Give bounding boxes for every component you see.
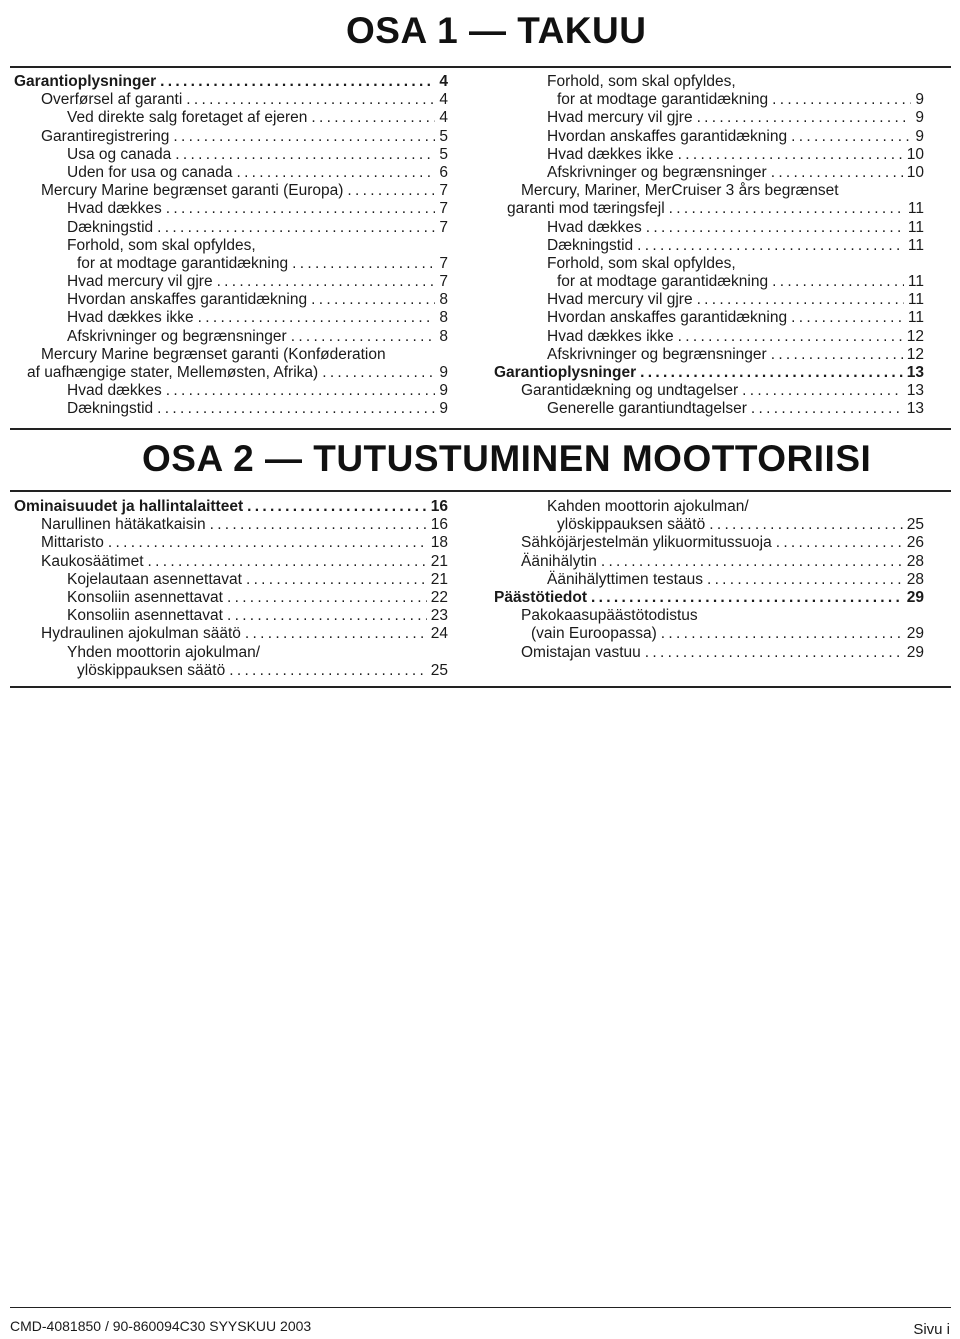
- toc-entry: [494, 237, 924, 255]
- toc-entry-page: 8: [439, 327, 448, 345]
- toc-entry-title: (vain Euroopassa): [531, 625, 657, 643]
- dot-leader: [751, 400, 903, 418]
- toc-entry: [14, 291, 448, 309]
- toc-entry-page: 9: [915, 109, 924, 127]
- toc-entry-title: for at modtage garantidækning: [557, 91, 769, 109]
- toc-entry-title: Mercury Marine begrænset garanti (Konføderation: [41, 345, 386, 363]
- toc-entry-title: Äänihälyttimen testaus: [547, 570, 703, 588]
- toc-entry: [14, 328, 448, 346]
- toc-entry: [494, 219, 924, 237]
- toc-entry-title: Kojelautaan asennettavat: [67, 570, 242, 588]
- toc-entry-title: Kahden moottorin ajokulman/: [547, 498, 749, 515]
- toc-entry-page: 4: [439, 73, 448, 90]
- toc-entry-page: 16: [430, 516, 448, 534]
- toc-entry-page: 7: [439, 273, 448, 291]
- toc-entry-page: 7: [439, 254, 448, 272]
- toc-entry-page: 28: [906, 552, 924, 570]
- toc-entry-title: garanti mod tæringsfejl: [507, 200, 665, 218]
- toc-entry-title: Uden for usa og canada: [67, 163, 233, 181]
- toc-entry: [14, 644, 448, 662]
- toc-entry-page: 29: [906, 625, 924, 643]
- toc-entry: [14, 73, 448, 91]
- toc-entry-title: Ominaisuudet ja hallintalaitteet: [14, 498, 244, 515]
- dot-leader: [637, 237, 904, 255]
- toc-entry: [494, 291, 924, 309]
- dot-leader: [311, 291, 435, 309]
- toc-entry-page: 4: [439, 109, 448, 127]
- toc-entry-page: 12: [906, 327, 924, 345]
- divider: [10, 490, 951, 492]
- toc-entry-page: 16: [430, 498, 448, 515]
- toc-entry: [14, 182, 448, 200]
- dot-leader: [217, 273, 436, 291]
- toc-column-osa1-left: [14, 73, 448, 419]
- toc-entry-page: 5: [439, 145, 448, 163]
- dot-leader: [246, 571, 427, 589]
- toc-entry-page: 10: [906, 163, 924, 181]
- toc-entry-page: 29: [906, 588, 924, 606]
- dot-leader: [247, 498, 427, 516]
- toc-entry-title: Garantiregistrering: [41, 127, 170, 145]
- dot-leader: [772, 91, 911, 109]
- toc-entry: [494, 200, 924, 218]
- toc-entry-page: 7: [439, 200, 448, 218]
- dot-leader: [771, 346, 903, 364]
- toc-entry-title: Hvad dækkes: [67, 382, 162, 400]
- toc-entry: [494, 182, 924, 200]
- toc-entry: [494, 164, 924, 182]
- toc-entry-title: Sähköjärjestelmän ylikuormitussuoja: [521, 534, 772, 552]
- dot-leader: [210, 516, 427, 534]
- toc-entry: [494, 498, 924, 516]
- dot-leader: [678, 146, 903, 164]
- dot-leader: [227, 589, 427, 607]
- toc-entry-page: 22: [430, 588, 448, 606]
- toc-entry-page: 29: [906, 643, 924, 661]
- toc-entry-page: 11: [907, 273, 924, 291]
- dot-leader: [186, 91, 435, 109]
- toc-entry-title: Hvordan anskaffes garantidækning: [547, 127, 788, 145]
- toc-entry: [494, 255, 924, 273]
- toc-entry-title: Hvad mercury vil gjre: [547, 109, 693, 127]
- dot-leader: [645, 644, 903, 662]
- dot-leader: [791, 309, 904, 327]
- toc-entry-title: Hvad dækkes ikke: [547, 145, 674, 163]
- toc-entry: [14, 164, 448, 182]
- toc-entry: [14, 607, 448, 625]
- dot-leader: [742, 382, 903, 400]
- toc-entry-page: 13: [906, 400, 924, 418]
- dot-leader: [697, 291, 904, 309]
- toc-entry: [14, 400, 448, 418]
- dot-leader: [772, 273, 904, 291]
- toc-entry-page: 8: [439, 291, 448, 309]
- toc-entry: [14, 146, 448, 164]
- dot-leader: [166, 382, 436, 400]
- toc-entry-page: 9: [439, 382, 448, 400]
- toc-entry-page: 7: [439, 218, 448, 236]
- toc-entry: [494, 109, 924, 127]
- page-number: Sivu i: [913, 1321, 950, 1338]
- toc-column-osa1-right: [494, 73, 924, 419]
- toc-entry-page: 8: [439, 309, 448, 327]
- toc-entry: [494, 400, 924, 418]
- toc-entry-title: for at modtage garantidækning: [557, 273, 769, 291]
- toc-entry-title: Afskrivninger og begrænsninger: [547, 163, 767, 181]
- toc-entry: [494, 571, 924, 589]
- dot-leader: [709, 516, 903, 534]
- toc-entry-page: 28: [906, 570, 924, 588]
- toc-entry: [494, 589, 924, 607]
- dot-leader: [322, 364, 435, 382]
- toc-entry-title: Garantioplysninger: [494, 364, 637, 381]
- toc-entry: [494, 328, 924, 346]
- dot-leader: [591, 589, 903, 607]
- dot-leader: [707, 571, 903, 589]
- toc-entry-title: for at modtage garantidækning: [77, 254, 289, 272]
- dot-leader: [661, 625, 903, 643]
- toc-entry: [494, 607, 924, 625]
- toc-entry-page: 13: [906, 364, 924, 381]
- toc-entry: [494, 91, 924, 109]
- toc-entry-title: Hvordan anskaffes garantidækning: [547, 309, 788, 327]
- toc-entry: [14, 498, 448, 516]
- dot-leader: [229, 662, 427, 680]
- toc-entry-title: Päästötiedot: [494, 588, 588, 606]
- toc-entry-title: Garantidækning og undtagelser: [521, 382, 739, 400]
- dot-leader: [157, 219, 435, 237]
- toc-entry-page: 21: [430, 552, 448, 570]
- toc-entry-title: Ved direkte salg foretaget af ejeren: [67, 109, 308, 127]
- toc-entry: [14, 571, 448, 589]
- toc-column-osa2-right: [494, 498, 924, 662]
- toc-entry-page: 25: [430, 661, 448, 679]
- toc-entry: [14, 237, 448, 255]
- toc-entry-title: Kaukosäätimet: [41, 552, 144, 570]
- dot-leader: [640, 364, 903, 382]
- toc-column-osa2-left: [14, 498, 448, 680]
- toc-entry: [494, 644, 924, 662]
- toc-entry-page: 26: [906, 534, 924, 552]
- toc-entry: [14, 553, 448, 571]
- toc-entry-title: Mercury, Mariner, MerCruiser 3 års begrænset: [521, 182, 839, 200]
- footer-divider: [10, 1307, 951, 1308]
- dot-leader: [148, 553, 427, 571]
- toc-entry: [14, 516, 448, 534]
- dot-leader: [697, 109, 912, 127]
- toc-entry-title: Mittaristo: [41, 534, 104, 552]
- dot-leader: [776, 534, 903, 552]
- toc-entry-title: Yhden moottorin ajokulman/: [67, 643, 261, 661]
- toc-entry-title: Konsoliin asennettavat: [67, 588, 223, 606]
- toc-entry: [14, 534, 448, 552]
- toc-entry-page: 6: [439, 163, 448, 181]
- toc-entry: [14, 364, 448, 382]
- section-title-osa2: OSA 2 — TUTUSTUMINEN MOOTTORIISI: [142, 438, 872, 479]
- dot-leader: [173, 128, 435, 146]
- toc-entry: [14, 662, 448, 680]
- toc-entry-title: Generelle garantiundtagelser: [547, 400, 747, 418]
- toc-entry-page: 9: [915, 91, 924, 109]
- toc-entry-title: Hvad dækkes: [547, 218, 642, 236]
- toc-entry: [14, 625, 448, 643]
- toc-entry: [14, 309, 448, 327]
- toc-entry-page: 24: [430, 625, 448, 643]
- toc-entry: [494, 516, 924, 534]
- toc-entry: [14, 200, 448, 218]
- divider: [10, 66, 951, 68]
- dot-leader: [771, 164, 903, 182]
- toc-entry-page: 23: [430, 607, 448, 625]
- dot-leader: [160, 73, 435, 91]
- toc-entry-page: 25: [906, 516, 924, 534]
- toc-entry-title: Dækningstid: [67, 218, 154, 236]
- toc-entry: [14, 273, 448, 291]
- toc-entry-page: 18: [430, 534, 448, 552]
- toc-entry-page: 11: [907, 291, 924, 309]
- divider: [10, 428, 951, 430]
- toc-entry-page: 7: [439, 182, 448, 200]
- toc-entry-title: Forhold, som skal opfyldes,: [547, 73, 736, 90]
- toc-entry: [14, 128, 448, 146]
- toc-entry-page: 12: [906, 345, 924, 363]
- dot-leader: [292, 255, 435, 273]
- toc-entry: [14, 219, 448, 237]
- toc-entry-title: Äänihälytin: [521, 552, 597, 570]
- toc-entry-title: Pakokaasupäästötodistus: [521, 607, 698, 625]
- toc-entry-title: Forhold, som skal opfyldes,: [547, 254, 736, 272]
- toc-entry: [494, 382, 924, 400]
- section-title-osa1: OSA 1 — TAKUU: [346, 10, 647, 51]
- toc-entry-title: Konsoliin asennettavat: [67, 607, 223, 625]
- dot-leader: [108, 534, 427, 552]
- toc-entry-title: Mercury Marine begrænset garanti (Europa): [41, 182, 344, 200]
- dot-leader: [601, 553, 903, 571]
- toc-entry-title: Narullinen hätäkatkaisin: [41, 516, 206, 534]
- dot-leader: [198, 309, 436, 327]
- toc-entry: [14, 346, 448, 364]
- toc-entry: [14, 382, 448, 400]
- toc-entry-page: 13: [906, 382, 924, 400]
- toc-entry-page: 5: [439, 127, 448, 145]
- toc-entry: [494, 73, 924, 91]
- toc-entry-title: Hvad mercury vil gjre: [67, 273, 213, 291]
- toc-entry: [494, 534, 924, 552]
- toc-entry-title: Hydraulinen ajokulman säätö: [41, 625, 241, 643]
- dot-leader: [245, 625, 427, 643]
- toc-entry: [494, 625, 924, 643]
- toc-entry: [494, 128, 924, 146]
- dot-leader: [157, 400, 435, 418]
- divider: [10, 686, 951, 688]
- toc-entry-page: 4: [439, 91, 448, 109]
- toc-entry-title: Dækningstid: [547, 236, 634, 254]
- toc-entry-page: 10: [906, 145, 924, 163]
- toc-entry-page: 11: [907, 309, 924, 327]
- toc-entry-page: 11: [907, 218, 924, 236]
- toc-entry-title: af uafhængige stater, Mellemøsten, Afrika): [27, 364, 319, 381]
- toc-entry-title: Hvad dækkes: [67, 200, 162, 218]
- toc-entry: [494, 364, 924, 382]
- toc-entry-title: Afskrivninger og begrænsninger: [67, 327, 287, 345]
- toc-entry-title: Afskrivninger og begrænsninger: [547, 345, 767, 363]
- toc-entry: [14, 589, 448, 607]
- dot-leader: [311, 109, 435, 127]
- toc-entry-title: Hvordan anskaffes garantidækning: [67, 291, 308, 309]
- toc-entry-title: Overførsel af garanti: [41, 91, 183, 109]
- toc-entry-title: ylöskippauksen säätö: [77, 661, 226, 679]
- toc-entry-title: ylöskippauksen säätö: [557, 516, 706, 534]
- dot-leader: [646, 219, 904, 237]
- dot-leader: [791, 128, 911, 146]
- dot-leader: [227, 607, 427, 625]
- dot-leader: [347, 182, 435, 200]
- document-code: CMD-4081850 / 90-860094C30 SYYSKUU 2003: [10, 1318, 312, 1334]
- toc-entry: [14, 91, 448, 109]
- dot-leader: [236, 164, 435, 182]
- toc-entry: [494, 309, 924, 327]
- dot-leader: [291, 328, 436, 346]
- toc-entry-page: 11: [907, 200, 924, 218]
- toc-entry-page: 11: [907, 236, 924, 254]
- toc-entry-title: Hvad dækkes ikke: [67, 309, 194, 327]
- toc-entry-title: Hvad dækkes ikke: [547, 327, 674, 345]
- dot-leader: [669, 200, 904, 218]
- dot-leader: [166, 200, 436, 218]
- toc-entry-title: Omistajan vastuu: [521, 643, 641, 661]
- toc-entry-page: 9: [439, 400, 448, 418]
- toc-entry-title: Garantioplysninger: [14, 73, 157, 90]
- toc-entry-title: Hvad mercury vil gjre: [547, 291, 693, 309]
- toc-entry-title: Usa og canada: [67, 145, 172, 163]
- toc-entry: [14, 109, 448, 127]
- toc-entry-page: 9: [915, 127, 924, 145]
- toc-entry-title: Dækningstid: [67, 400, 154, 418]
- toc-entry-page: 21: [430, 570, 448, 588]
- dot-leader: [678, 328, 903, 346]
- toc-entry: [494, 553, 924, 571]
- dot-leader: [175, 146, 435, 164]
- toc-entry-title: Forhold, som skal opfyldes,: [67, 236, 256, 254]
- toc-entry-page: 9: [439, 364, 448, 381]
- toc-entry: [494, 146, 924, 164]
- toc-entry: [494, 346, 924, 364]
- toc-entry: [494, 273, 924, 291]
- toc-entry: [14, 255, 448, 273]
